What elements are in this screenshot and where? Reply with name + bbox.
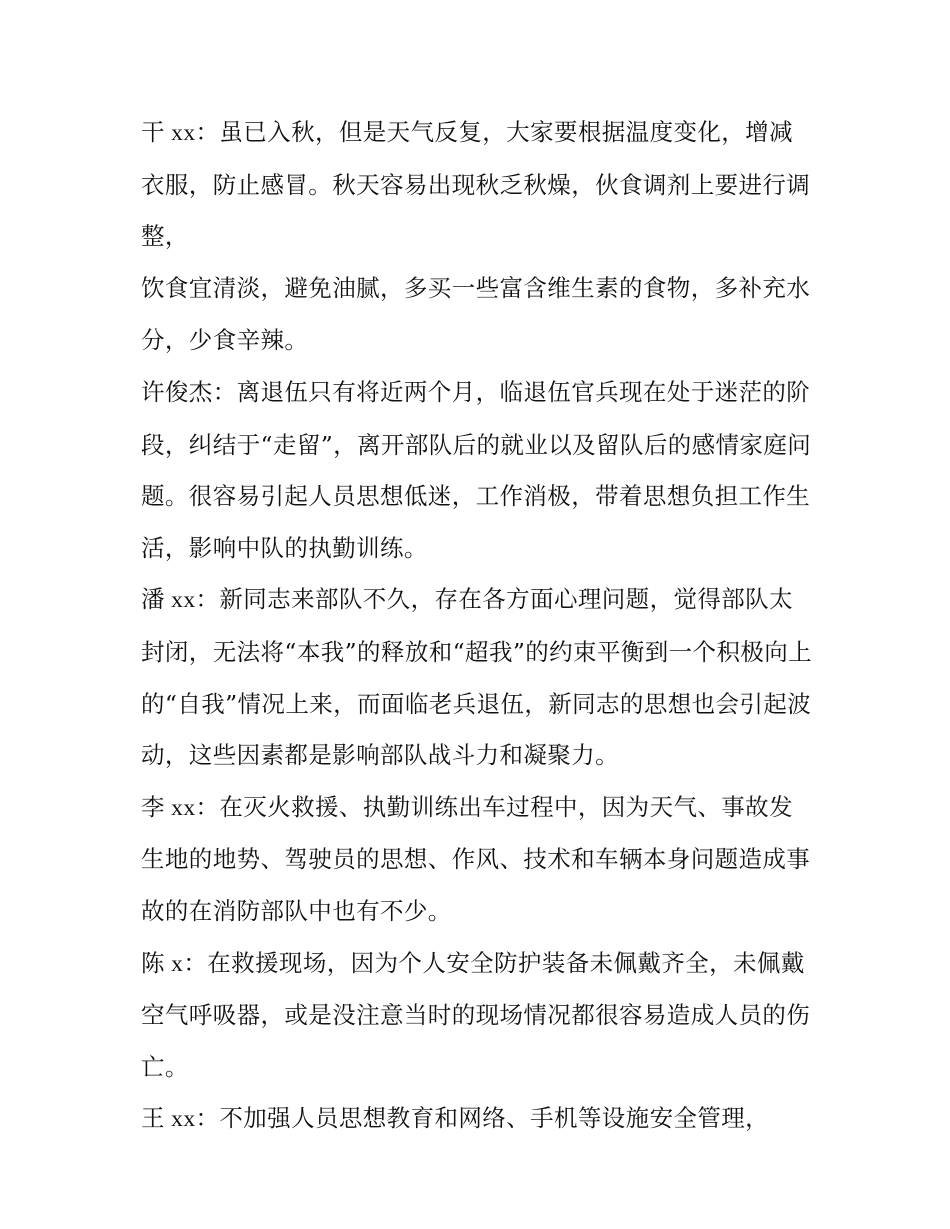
paragraph-text: 不加强人员思想教育和网络、手机等设施安全管理， bbox=[219, 1104, 770, 1133]
speaker-label: 陈 x： bbox=[141, 950, 208, 977]
paragraph-text: 在灭火救援、执勤训练出车过程中，因为天气、事故发生地的地势、驾驶员的思想、作风、技术和车辆本身问题造成事故的在消防部队中也有不少。 bbox=[141, 792, 811, 925]
speaker-label: 干 xx： bbox=[141, 120, 220, 146]
paragraph-7 bbox=[141, 1093, 813, 1146]
paragraph-4 bbox=[141, 574, 813, 781]
paragraph-3 bbox=[141, 367, 813, 574]
speaker-label: 李 xx： bbox=[141, 794, 220, 821]
paragraph-text: 虽已入秋，但是天气反复，大家要根据温度变化，增减衣服，防止感冒。秋天容易出现秋乏秋燥，伙食调剂上要进行调整， bbox=[141, 118, 811, 251]
paragraph-5 bbox=[141, 782, 813, 938]
paragraph-text: 在救援现场，因为个人安全防护装备未佩戴齐全，未佩戴空气呼吸器，或是没注意当时的现场情况都很容易造成人员的伤亡。 bbox=[141, 948, 811, 1081]
paragraph-6 bbox=[141, 938, 813, 1094]
paragraph-text: 饮食宜清淡，避免油腻，多买一些富含维生素的食物，多补充水分，少食辛辣。 bbox=[141, 273, 811, 355]
speaker-label: 潘 xx： bbox=[141, 587, 220, 614]
speaker-label: 王 xx： bbox=[141, 1106, 220, 1133]
paragraph-2 bbox=[141, 263, 813, 367]
paragraph-1 bbox=[141, 107, 813, 263]
document-body bbox=[141, 107, 813, 1146]
paragraph-text: 离退伍只有将近两个月，临退伍官兵现在处于迷茫的阶段，纠结于“走留”，离开部队后的就业以及留队后的感情家庭问题。很容易引起人员思想低迷，工作消极，带着思想负担工作生活，影响中队的执勤训练。 bbox=[141, 377, 812, 562]
speaker-label: 许俊杰： bbox=[141, 379, 237, 406]
paragraph-text: 新同志来部队不久，存在各方面心理问题，觉得部队太封闭，无法将“本我”的释放和“超我”的约束平衡到一个积极向上的“自我”情况上来，而面临老兵退伍，新同志的思想也会引起波动，这些因素都是影响部队战斗力和凝聚力。 bbox=[141, 585, 813, 770]
